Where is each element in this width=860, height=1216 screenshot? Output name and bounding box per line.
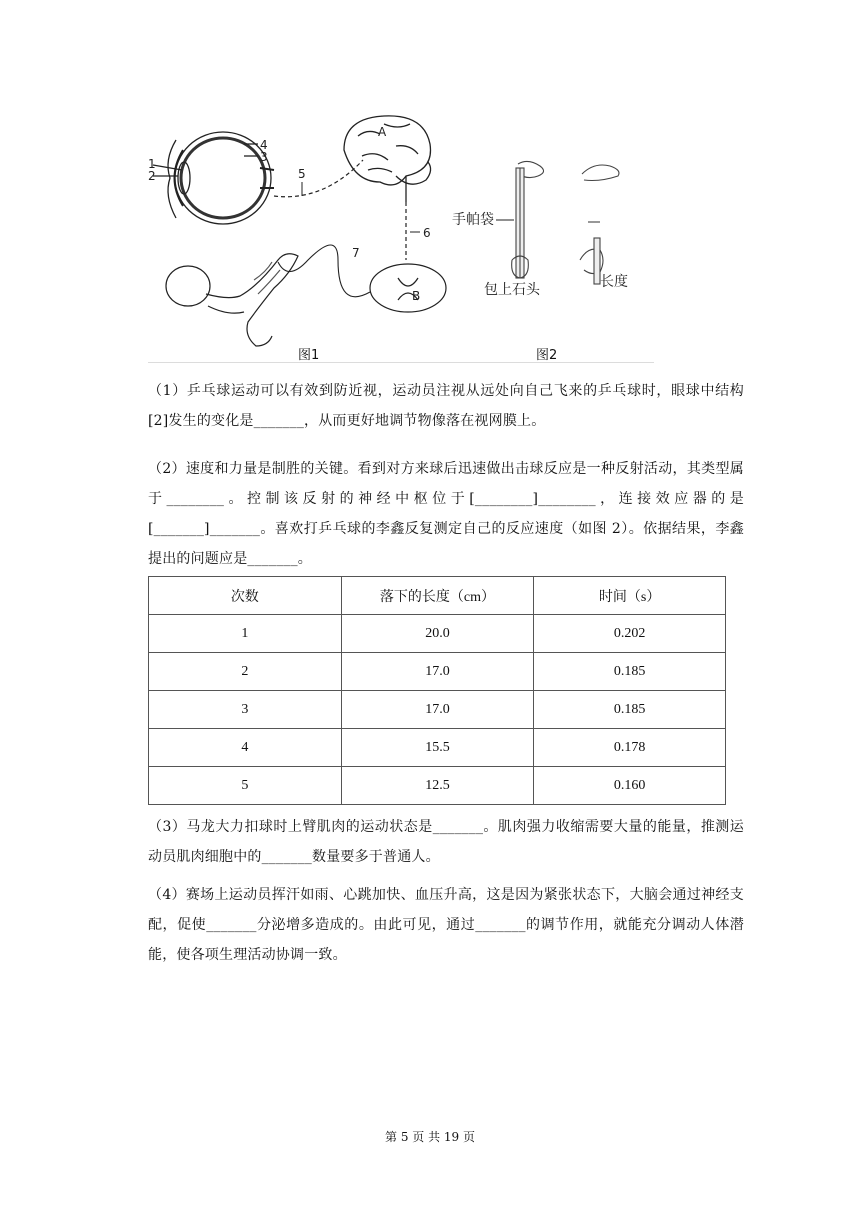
table-cell: 15.5: [341, 729, 534, 767]
eye-illustration: [153, 132, 274, 224]
table-cell: 4: [149, 729, 342, 767]
table-cell: 0.178: [534, 729, 726, 767]
label-B: B: [412, 289, 421, 303]
label-handkerchief: 手帕袋: [452, 212, 494, 228]
label-6: 6: [423, 226, 431, 240]
table-cell: 0.160: [534, 767, 726, 805]
table-header-cell: 落下的长度（cm）: [341, 577, 534, 615]
table-cell: 5: [149, 767, 342, 805]
table-cell: 0.185: [534, 691, 726, 729]
question-4: （4）赛场上运动员挥汗如雨、心跳加快、血压升高，这是因为紧张状态下，大脑会通过神经支配，促使_______分泌增多造成的。由此可见，通过_______的调节作用，就能充分调动人体潜能，使各项生理活动协调一致。: [148, 887, 744, 963]
figure-panel: [148, 110, 654, 363]
label-3: 3: [260, 150, 268, 164]
label-5: 5: [298, 167, 306, 181]
table-cell: 17.0: [341, 691, 534, 729]
table-cell: 0.185: [534, 653, 726, 691]
optic-nerve-line: [274, 160, 363, 197]
label-length: 长度: [600, 274, 628, 290]
table-cell: 12.5: [341, 767, 534, 805]
table-row: [149, 691, 726, 729]
table-row: [149, 729, 726, 767]
label-A: A: [378, 125, 387, 139]
table-cell: 20.0: [341, 615, 534, 653]
label-7: 7: [352, 246, 360, 260]
reaction-time-table: [148, 576, 726, 805]
table-header-row: [149, 577, 726, 615]
question-1: （1）乒乓球运动可以有效到防近视，运动员注视从远处向自己飞来的乒乓球时，眼球中结构[2]发生的变化是_______，从而更好地调节物像落在视网膜上。: [148, 383, 744, 429]
figure-illustration: [148, 110, 654, 362]
brain-illustration: [344, 116, 431, 202]
table-row: [149, 615, 726, 653]
figure-2-caption: 图2: [536, 348, 558, 363]
table-cell: 3: [149, 691, 342, 729]
spinal-cord-illustration: [370, 264, 446, 312]
table-cell: 17.0: [341, 653, 534, 691]
table-row: [149, 767, 726, 805]
question-3: （3）马龙大力扣球时上臂肌肉的运动状态是_______。肌肉强力收缩需要大量的能量，推测运动员肌肉细胞中的_______数量要多于普通人。: [148, 819, 744, 865]
table-cell: 1: [149, 615, 342, 653]
label-stone: 包上石头: [484, 282, 540, 298]
label-2: 2: [148, 169, 156, 183]
table-cell: 0.202: [534, 615, 726, 653]
figure-1-caption: 图1: [298, 348, 320, 363]
page-footer: 第 5 页 共 19 页: [385, 1130, 475, 1144]
label-4: 4: [260, 138, 268, 152]
question-2: （2）速度和力量是制胜的关键。看到对方来球后迅速做出击球反应是一种反射活动，其类型属于________。控制该反射的神经中枢位于[________]________，连接效应器的是[_______]_______。喜欢打乒乓球的李鑫反复测定自己的反应速度（如图 2）。依据结果，李鑫提出的问题应是_______。: [148, 461, 744, 567]
table-header-cell: 时间（s）: [534, 577, 726, 615]
ruler-test-illustration: [512, 161, 619, 284]
table-row: [149, 653, 726, 691]
table-cell: 2: [149, 653, 342, 691]
table-header-cell: 次数: [149, 577, 342, 615]
arm-illustration: [166, 254, 298, 346]
label-1: 1: [148, 157, 156, 171]
